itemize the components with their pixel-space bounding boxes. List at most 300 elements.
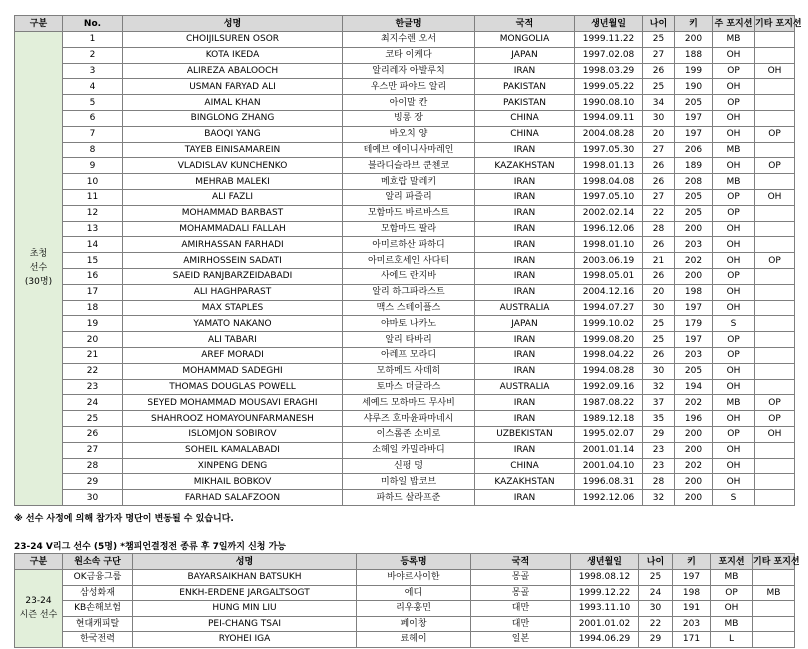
table-cell: OH (713, 126, 755, 142)
table-row (15, 316, 795, 332)
header-birthdate: 생년월일 (571, 554, 639, 570)
table-cell: IRAN (475, 174, 575, 190)
table-cell: 블라디슬라브 쿤첸코 (343, 158, 475, 174)
table-cell: 23 (63, 379, 123, 395)
table-cell: 189 (675, 158, 713, 174)
table-cell: 2 (63, 47, 123, 63)
table-cell: PAKISTAN (475, 79, 575, 95)
table-cell: 1997.02.08 (575, 47, 643, 63)
table-cell: SOHEIL KAMALABADI (123, 442, 343, 458)
table-cell: 29 (639, 632, 673, 648)
table-row (15, 126, 795, 142)
table-cell: 15 (63, 253, 123, 269)
table-row (15, 442, 795, 458)
table-cell: 아미르호세인 사다티 (343, 253, 475, 269)
table-cell: IRAN (475, 205, 575, 221)
table-row (15, 379, 795, 395)
table-cell: 198 (675, 284, 713, 300)
table-cell: 30 (643, 300, 675, 316)
table-cell: 200 (675, 32, 713, 48)
table-cell: 23 (643, 458, 675, 474)
table-row (15, 221, 795, 237)
table-cell (755, 221, 795, 237)
table-cell: IRAN (475, 189, 575, 205)
table-cell: HUNG MIN LIU (133, 601, 357, 617)
table-cell: 197 (675, 110, 713, 126)
table-cell (753, 616, 795, 632)
table-row (15, 142, 795, 158)
table-cell: 모함마드 바르바스트 (343, 205, 475, 221)
table-cell: 1998.05.01 (575, 268, 643, 284)
table-cell: 19 (63, 316, 123, 332)
table-cell: OH (713, 47, 755, 63)
table-cell: THOMAS DOUGLAS POWELL (123, 379, 343, 395)
table-cell: IRAN (475, 284, 575, 300)
table-cell: 20 (63, 332, 123, 348)
table-cell (755, 174, 795, 190)
table-cell: IRAN (475, 221, 575, 237)
table-cell (755, 79, 795, 95)
table-cell: AUSTRALIA (475, 379, 575, 395)
table-cell: 1999.11.22 (575, 32, 643, 48)
header-korean-name: 한글명 (343, 16, 475, 32)
header-height: 키 (675, 16, 713, 32)
table-cell (755, 458, 795, 474)
vleague-players-body (15, 570, 795, 648)
table-cell: 200 (675, 221, 713, 237)
table-cell: 18 (63, 300, 123, 316)
table-cell: 25 (639, 570, 673, 586)
table-cell: 대만 (471, 616, 571, 632)
table-cell: 메흐랍 말레키 (343, 174, 475, 190)
table-row (15, 95, 795, 111)
table-row (15, 601, 795, 617)
table-cell: 22 (643, 205, 675, 221)
table-cell: OP (713, 63, 755, 79)
header-height: 키 (673, 554, 711, 570)
table-cell: MB (713, 174, 755, 190)
table-cell: 14 (63, 237, 123, 253)
table-cell: 202 (675, 458, 713, 474)
table-cell: 1998.04.08 (575, 174, 643, 190)
table-cell: IRAN (475, 442, 575, 458)
table-cell: 25 (643, 32, 675, 48)
table-cell: 8 (63, 142, 123, 158)
table-cell: MEHRAB MALEKI (123, 174, 343, 190)
table-cell: MB (753, 585, 795, 601)
table-cell: 30 (643, 363, 675, 379)
table-cell (755, 142, 795, 158)
table-cell: 2003.06.19 (575, 253, 643, 269)
roster-change-note: ※ 선수 사정에 의해 참가자 명단이 변동될 수 있습니다. (14, 514, 234, 524)
table-cell: OP (713, 205, 755, 221)
table-row (15, 79, 795, 95)
table-cell: IRAN (475, 268, 575, 284)
table-cell: 페이창 (357, 616, 471, 632)
table-cell: 1998.01.13 (575, 158, 643, 174)
table-cell: S (713, 490, 755, 506)
table-cell: 1999.05.22 (575, 79, 643, 95)
table-cell: IRAN (475, 363, 575, 379)
table-cell: 13 (63, 221, 123, 237)
table-cell: 205 (675, 363, 713, 379)
table-cell: 현대캐피탈 (63, 616, 133, 632)
header-nationality: 국적 (471, 554, 571, 570)
table-cell (755, 32, 795, 48)
table-cell: 리우훙민 (357, 601, 471, 617)
table-cell: VLADISLAV KUNCHENKO (123, 158, 343, 174)
table-row (15, 268, 795, 284)
table-cell: 삼성화재 (63, 585, 133, 601)
table-cell: 4 (63, 79, 123, 95)
table-cell: ISLOMJON SOBIROV (123, 426, 343, 442)
table-cell: 30 (643, 110, 675, 126)
table-cell: 29 (643, 426, 675, 442)
table-header-row (15, 16, 795, 32)
table-cell: 205 (675, 189, 713, 205)
table-row (15, 237, 795, 253)
table-cell: BINGLONG ZHANG (123, 110, 343, 126)
table-row (15, 490, 795, 506)
table-cell (755, 110, 795, 126)
table-cell: 206 (675, 142, 713, 158)
table-cell: OH (713, 284, 755, 300)
table-cell: S (713, 316, 755, 332)
table-cell: 21 (643, 253, 675, 269)
table-cell: 197 (675, 300, 713, 316)
table-cell: MAX STAPLES (123, 300, 343, 316)
table-row (15, 32, 795, 48)
table-cell: 203 (675, 237, 713, 253)
table-cell: AREF MORADI (123, 347, 343, 363)
table-cell: 7 (63, 126, 123, 142)
table-cell: 198 (673, 585, 711, 601)
table-cell: 197 (675, 332, 713, 348)
table-cell: 모함마드 팔라 (343, 221, 475, 237)
invited-players-table (14, 15, 802, 506)
table-cell: OH (713, 221, 755, 237)
table-cell: 1994.08.28 (575, 363, 643, 379)
table-cell: KOTA IKEDA (123, 47, 343, 63)
table-cell: ALI HAGHPARAST (123, 284, 343, 300)
table-cell (755, 347, 795, 363)
table-cell: OP (755, 395, 795, 411)
table-cell: 아레프 모라디 (343, 347, 475, 363)
table-cell: UZBEKISTAN (475, 426, 575, 442)
table-cell: 1998.03.29 (575, 63, 643, 79)
table-cell: 28 (643, 474, 675, 490)
header-registered-name: 등록명 (357, 554, 471, 570)
table-cell: 1999.10.02 (575, 316, 643, 332)
table-cell: 9 (63, 158, 123, 174)
table-cell (755, 284, 795, 300)
header-other-position: 기타 포지션 (753, 554, 795, 570)
table-cell: OP (755, 253, 795, 269)
table-cell: JAPAN (475, 47, 575, 63)
table-cell: 야마토 나카노 (343, 316, 475, 332)
table-cell: 1998.01.10 (575, 237, 643, 253)
table-cell (753, 632, 795, 648)
table-cell: 11 (63, 189, 123, 205)
table-cell: 1999.12.22 (571, 585, 639, 601)
table-cell: OP (713, 347, 755, 363)
table-cell: IRAN (475, 237, 575, 253)
table-cell: AIMAL KHAN (123, 95, 343, 111)
table-cell: OH (711, 601, 753, 617)
header-no: No. (63, 16, 123, 32)
table-cell: PEI-CHANG TSAI (133, 616, 357, 632)
table-cell: OP (755, 158, 795, 174)
table-cell: ALI TABARI (123, 332, 343, 348)
table-cell: 토마스 더글라스 (343, 379, 475, 395)
table-cell: 2004.12.16 (575, 284, 643, 300)
table-cell: MB (711, 570, 753, 586)
table-cell: 27 (63, 442, 123, 458)
table-cell: 171 (673, 632, 711, 648)
invited-players-body (15, 32, 795, 506)
table-cell: 아이말 칸 (343, 95, 475, 111)
table-cell: IRAN (475, 142, 575, 158)
table-cell: 최지수렌 오서 (343, 32, 475, 48)
table-cell: TAYEB EINISAMAREIN (123, 142, 343, 158)
header-age: 나이 (639, 554, 673, 570)
table-cell: 대만 (471, 601, 571, 617)
table-cell: IRAN (475, 253, 575, 269)
table-cell: 24 (639, 585, 673, 601)
table-row (15, 426, 795, 442)
table-cell: MB (713, 395, 755, 411)
table-cell: PAKISTAN (475, 95, 575, 111)
table-cell: 22 (639, 616, 673, 632)
vleague-players-table (14, 553, 800, 648)
table-cell: 179 (675, 316, 713, 332)
table-cell: 알리레자 아발루치 (343, 63, 475, 79)
table-cell: 한국전력 (63, 632, 133, 648)
table-cell: 5 (63, 95, 123, 111)
table-cell: 23 (643, 442, 675, 458)
table-cell: 30 (63, 490, 123, 506)
table-cell: CHOIJILSUREN OSOR (123, 32, 343, 48)
table-cell: KB손해보험 (63, 601, 133, 617)
table-cell: 188 (675, 47, 713, 63)
table-cell (755, 363, 795, 379)
table-cell: OP (755, 126, 795, 142)
table-cell: OH (713, 110, 755, 126)
header-position: 포지션 (711, 554, 753, 570)
table-cell: RYOHEI IGA (133, 632, 357, 648)
table-row (15, 253, 795, 269)
table-cell: FARHAD SALAFZOON (123, 490, 343, 506)
table-cell: 25 (63, 411, 123, 427)
table-cell: 190 (675, 79, 713, 95)
table-cell: 37 (643, 395, 675, 411)
table-row (15, 300, 795, 316)
table-cell: 1997.05.30 (575, 142, 643, 158)
table-row (15, 395, 795, 411)
table-row (15, 616, 795, 632)
table-cell: 21 (63, 347, 123, 363)
table-cell: OH (713, 379, 755, 395)
table-cell (755, 490, 795, 506)
table-cell: 알리 파즐리 (343, 189, 475, 205)
table-cell: AUSTRALIA (475, 300, 575, 316)
table-cell: OH (713, 253, 755, 269)
table-cell: 200 (675, 268, 713, 284)
table-cell (755, 300, 795, 316)
group-label-line: 시즌 선수 (19, 610, 58, 621)
table-cell: 191 (673, 601, 711, 617)
table-row (15, 174, 795, 190)
table-cell: 27 (643, 189, 675, 205)
table-cell: 1990.08.10 (575, 95, 643, 111)
table-cell (755, 95, 795, 111)
table-cell: 파하드 살라프준 (343, 490, 475, 506)
table-cell: 모하메드 사데히 (343, 363, 475, 379)
table-cell: IRAN (475, 332, 575, 348)
header-group: 구분 (15, 554, 63, 570)
table-cell: 1998.04.22 (575, 347, 643, 363)
table-cell: 2002.02.14 (575, 205, 643, 221)
table-cell: SAEID RANJBARZEIDABADI (123, 268, 343, 284)
table-cell: 200 (675, 474, 713, 490)
table-cell: OP (713, 268, 755, 284)
header-main-position: 주 포지션 (713, 16, 755, 32)
table-cell: 1989.12.18 (575, 411, 643, 427)
table-cell: 194 (675, 379, 713, 395)
table-cell: 1999.08.20 (575, 332, 643, 348)
table-cell: OP (713, 332, 755, 348)
table-cell: 26 (643, 158, 675, 174)
table-cell: 에디 (357, 585, 471, 601)
table-cell: CHINA (475, 126, 575, 142)
table-cell: 알리 하그파라스트 (343, 284, 475, 300)
table-cell (755, 205, 795, 221)
table-cell: 1996.08.31 (575, 474, 643, 490)
table-cell: 20 (643, 284, 675, 300)
vleague-section-title: 23-24 V리그 선수 (5명) *챔피언결정전 종류 후 7일까지 신청 가능 (14, 542, 286, 552)
header-birthdate: 생년월일 (575, 16, 643, 32)
table-cell: OP (755, 411, 795, 427)
table-cell: OH (713, 79, 755, 95)
table-cell: 세예드 모하마드 무사비 (343, 395, 475, 411)
table-cell: BAYARSAIKHAN BATSUKH (133, 570, 357, 586)
table-row (15, 205, 795, 221)
table-cell: OH (713, 363, 755, 379)
table-cell: 35 (643, 411, 675, 427)
table-cell: 29 (63, 474, 123, 490)
table-row (15, 158, 795, 174)
table-cell: 맥스 스테이플스 (343, 300, 475, 316)
table-cell: 203 (673, 616, 711, 632)
table-cell: 테예브 에이니사마레인 (343, 142, 475, 158)
table-cell: 34 (643, 95, 675, 111)
header-original-club: 원소속 구단 (63, 554, 133, 570)
table-row (15, 411, 795, 427)
table-cell: OP (713, 95, 755, 111)
table-cell: 1993.11.10 (571, 601, 639, 617)
table-cell: 10 (63, 174, 123, 190)
table-cell: IRAN (475, 395, 575, 411)
table-cell: CHINA (475, 110, 575, 126)
table-cell: AMIRHASSAN FARHADI (123, 237, 343, 253)
table-cell: 일본 (471, 632, 571, 648)
table-cell: OK금융그룹 (63, 570, 133, 586)
table-cell: ALIREZA ABALOOCH (123, 63, 343, 79)
table-cell: OH (713, 237, 755, 253)
table-cell: 샤루즈 호마윤파마네시 (343, 411, 475, 427)
table-cell: OP (713, 189, 755, 205)
header-nationality: 국적 (475, 16, 575, 32)
table-cell: 20 (643, 126, 675, 142)
table-cell: 17 (63, 284, 123, 300)
table-cell: ALI FAZLI (123, 189, 343, 205)
table-cell: 196 (675, 411, 713, 427)
table-cell: 1992.12.06 (575, 490, 643, 506)
table-cell: 26 (643, 347, 675, 363)
table-cell: OH (755, 189, 795, 205)
table-cell: CHINA (475, 458, 575, 474)
table-cell: 1987.08.22 (575, 395, 643, 411)
group-label-line: 초청 (29, 249, 48, 260)
table-cell: ENKH-ERDENE JARGALTSOGT (133, 585, 357, 601)
table-row (15, 110, 795, 126)
table-cell: OH (713, 442, 755, 458)
table-cell: 203 (675, 347, 713, 363)
table-cell: 1998.08.12 (571, 570, 639, 586)
table-cell: 1992.09.16 (575, 379, 643, 395)
table-cell: MONGOLIA (475, 32, 575, 48)
table-cell (755, 442, 795, 458)
table-cell (753, 570, 795, 586)
table-cell: IRAN (475, 411, 575, 427)
table-cell: 205 (675, 205, 713, 221)
table-cell: OH (713, 300, 755, 316)
table-cell: 우스만 파야드 알리 (343, 79, 475, 95)
table-cell: 26 (643, 237, 675, 253)
table-cell: MB (713, 32, 755, 48)
table-cell (755, 47, 795, 63)
table-cell: 25 (643, 79, 675, 95)
table-cell: 빙롱 장 (343, 110, 475, 126)
table-cell: MB (713, 142, 755, 158)
table-cell: OH (713, 411, 755, 427)
table-cell: 12 (63, 205, 123, 221)
table-cell: 료헤이 (357, 632, 471, 648)
table-cell: 1994.06.29 (571, 632, 639, 648)
table-cell: 16 (63, 268, 123, 284)
table-row (15, 347, 795, 363)
table-cell: 코타 이케다 (343, 47, 475, 63)
table-cell: 27 (643, 142, 675, 158)
table-cell: 몽골 (471, 585, 571, 601)
table-cell: 2001.01.14 (575, 442, 643, 458)
table-cell: 몽골 (471, 570, 571, 586)
table-cell: SHAHROOZ HOMAYOUNFARMANESH (123, 411, 343, 427)
group-label-line: (30명) (24, 277, 53, 288)
table-cell: 2004.08.28 (575, 126, 643, 142)
table-row (15, 474, 795, 490)
table-cell: 알리 타바리 (343, 332, 475, 348)
table-cell: 27 (643, 47, 675, 63)
table-cell: BAOQI YANG (123, 126, 343, 142)
table-cell: 26 (63, 426, 123, 442)
table-cell: 200 (675, 490, 713, 506)
group-invited-players (15, 32, 63, 506)
table-cell: 1995.02.07 (575, 426, 643, 442)
table-cell: USMAN FARYAD ALI (123, 79, 343, 95)
table-cell: YAMATO NAKANO (123, 316, 343, 332)
header-name: 성명 (133, 554, 357, 570)
